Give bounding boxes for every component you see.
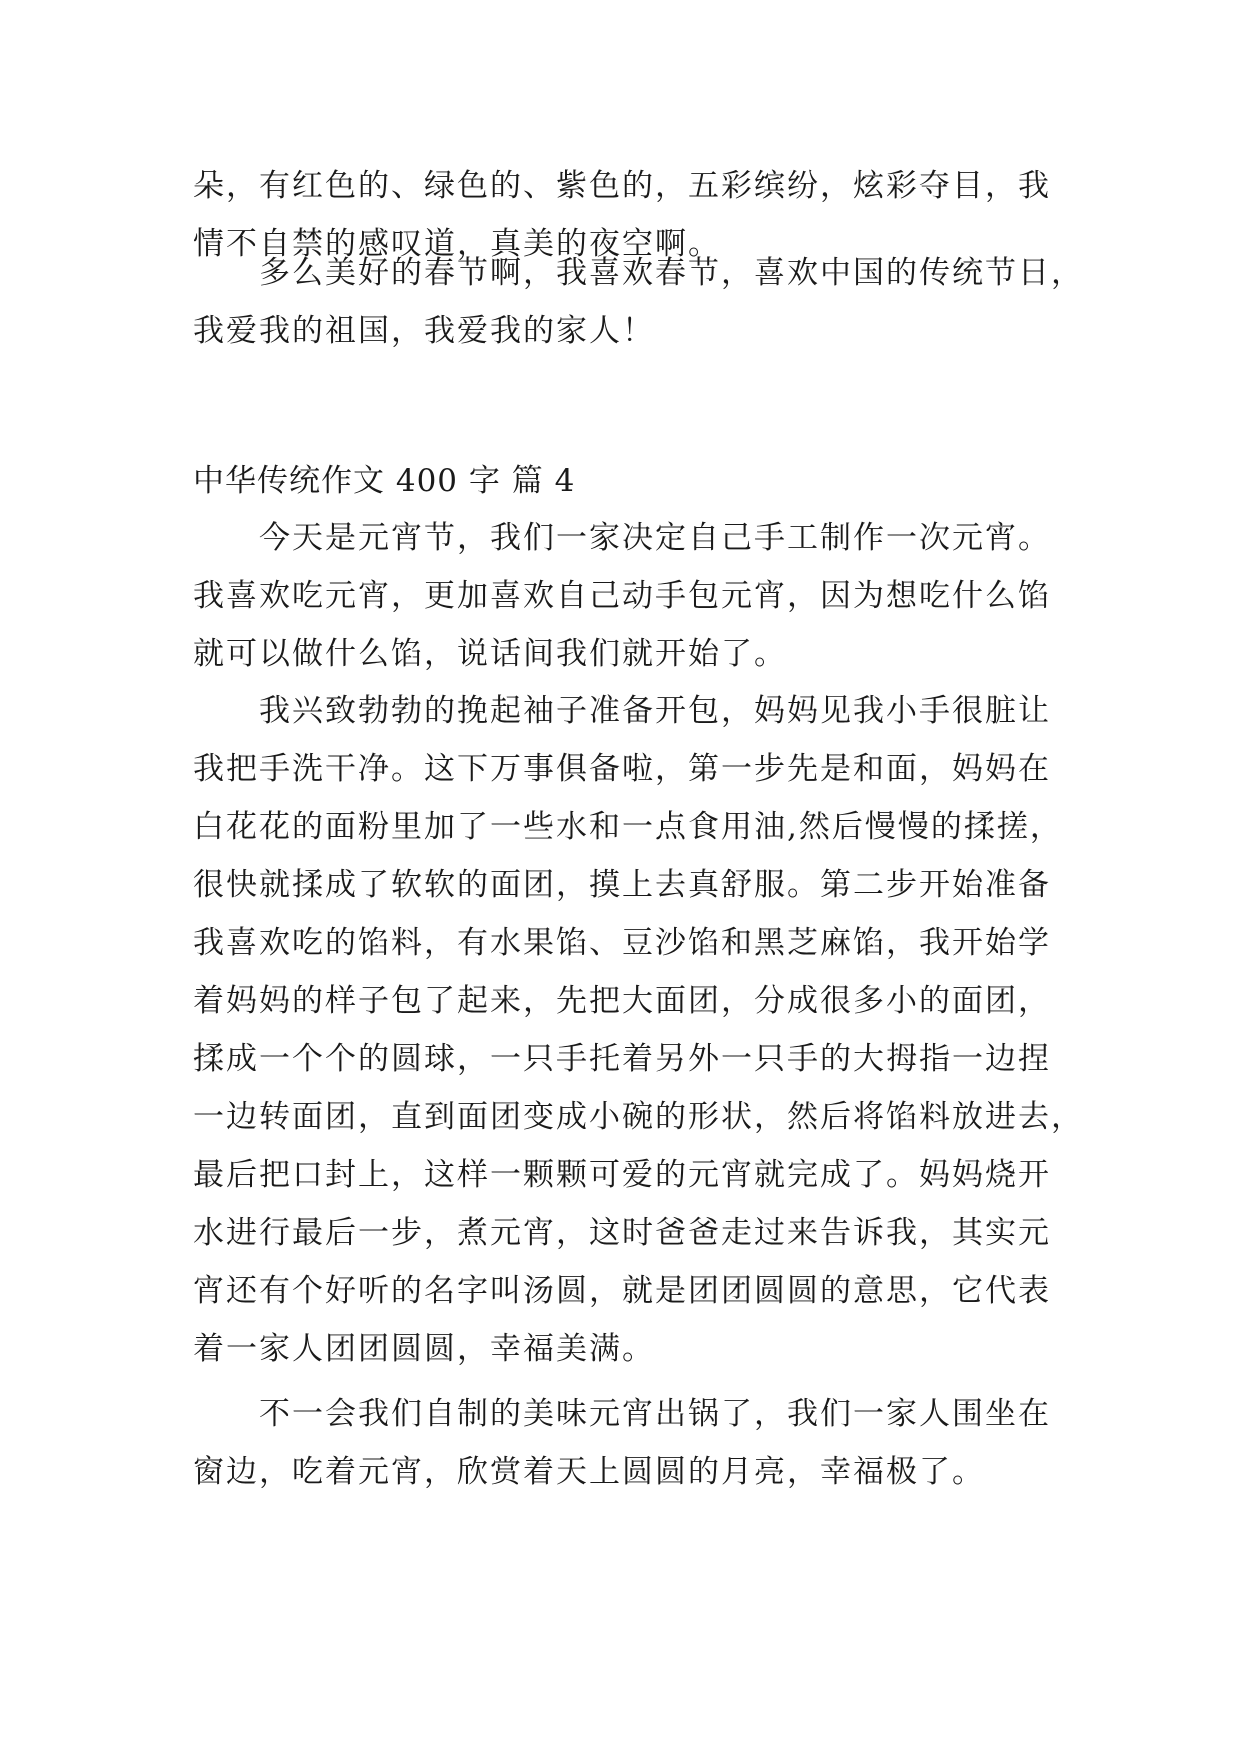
paragraph-1 <box>193 509 1063 683</box>
text-line: 就可以做什么馅，说话间我们就开始了。 <box>193 636 787 672</box>
text-line: 一边转面团，直到面团变成小碗的形状，然后将馅料放进去， <box>193 1099 1084 1135</box>
text-line: 白花花的面粉里加了一些水和一点食用油,然后慢慢的揉搓， <box>193 809 1063 845</box>
text-line: 情不自禁的感叹道，真美的夜空啊。 <box>193 226 721 262</box>
text-line: 着一家人团团圆圆，幸福美满。 <box>193 1331 655 1367</box>
text-line: 多么美好的春节啊，我喜欢春节，喜欢中国的传统节日， <box>259 255 1084 291</box>
text-line: 不一会我们自制的美味元宵出锅了，我们一家人围坐在 <box>259 1396 1051 1432</box>
text-line: 最后把口封上，这样一颗颗可爱的元宵就完成了。妈妈烧开 <box>193 1157 1051 1193</box>
text-line: 很快就揉成了软软的面团，摸上去真舒服。第二步开始准备 <box>193 867 1051 903</box>
text-line: 水进行最后一步，煮元宵，这时爸爸走过来告诉我，其实元 <box>193 1215 1051 1251</box>
text-line: 宵还有个好听的名字叫汤圆，就是团团圆圆的意思，它代表 <box>193 1273 1051 1309</box>
text-line: 我兴致勃勃的挽起袖子准备开包，妈妈见我小手很脏让 <box>259 693 1051 729</box>
text-line: 我喜欢吃元宵，更加喜欢自己动手包元宵，因为想吃什么馅 <box>193 578 1051 614</box>
text-line: 窗边，吃着元宵，欣赏着天上圆圆的月亮，幸福极了。 <box>193 1454 985 1490</box>
text-line: 着妈妈的样子包了起来，先把大面团，分成很多小的面团， <box>193 983 1051 1019</box>
paragraph-2 <box>193 682 1084 1378</box>
paragraph-3 <box>193 1385 1063 1501</box>
text-line: 揉成一个个的圆球，一只手托着另外一只手的大拇指一边捏 <box>193 1041 1051 1077</box>
text-line: 我爱我的祖国，我爱我的家人！ <box>193 313 655 349</box>
text-line: 我喜欢吃的馅料，有水果馅、豆沙馅和黑芝麻馅，我开始学 <box>193 925 1051 961</box>
text-line: 今天是元宵节，我们一家决定自己手工制作一次元宵。 <box>259 520 1051 556</box>
section-heading: 中华传统作文 400 字 篇 4 <box>193 463 576 499</box>
paragraph-closing <box>193 244 1084 360</box>
text-line: 我把手洗干净。这下万事俱备啦，第一步先是和面，妈妈在 <box>193 751 1051 787</box>
text-line: 朵，有红色的、绿色的、紫色的，五彩缤纷，炫彩夺目，我 <box>193 168 1051 204</box>
